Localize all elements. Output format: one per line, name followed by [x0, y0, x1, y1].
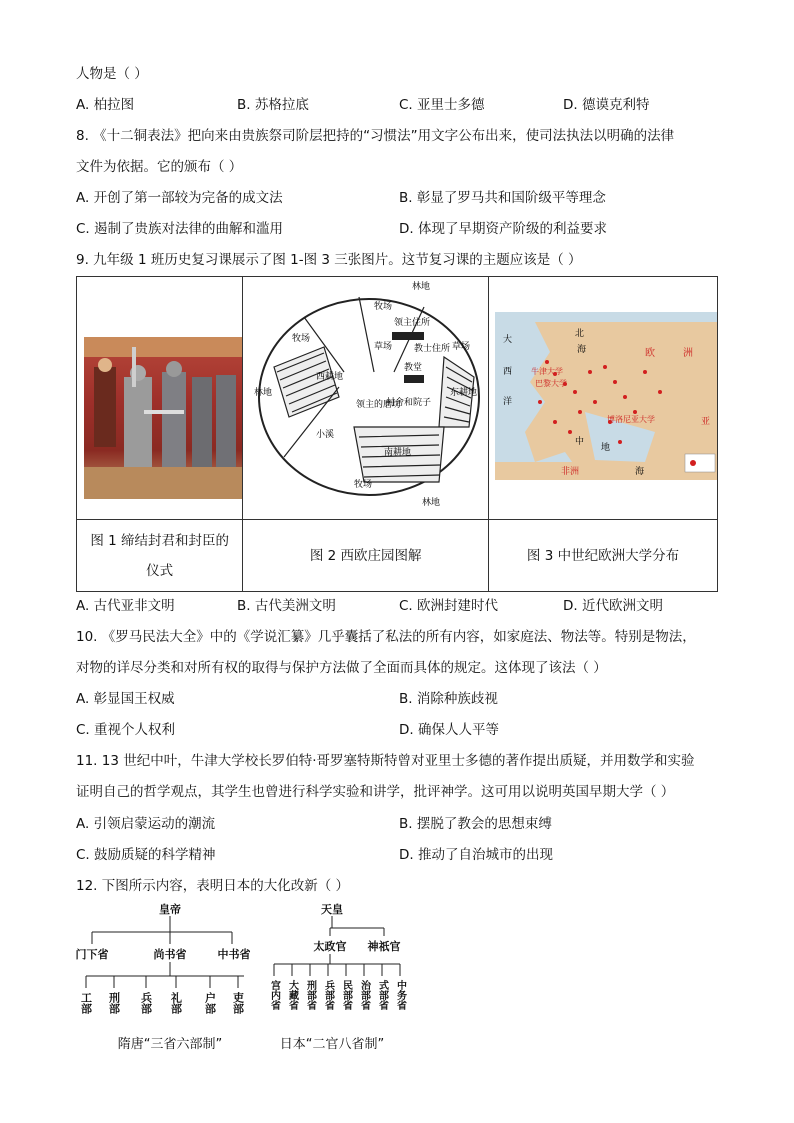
q8-stem-line2: 文件为依据。它的颁布（ ）	[76, 159, 243, 175]
manor-label: 小溪	[315, 430, 334, 440]
manor-label: 牧场	[373, 302, 392, 312]
q9-option-b[interactable]: B. 古代美洲文明	[237, 598, 336, 614]
manor-label: 草场	[451, 342, 470, 352]
q11-option-a[interactable]: A. 引领启蒙运动的潮流	[76, 816, 216, 832]
q10-option-a[interactable]: A. 彰显国王权威	[76, 691, 175, 707]
japan-mid: 太政官	[313, 940, 347, 953]
q9-image-table	[76, 276, 718, 592]
china-mid: 尚书省	[153, 948, 187, 961]
china-ministry: 兵部	[139, 992, 153, 1014]
china-org-chart	[76, 900, 256, 1060]
manor-label: 林地	[253, 388, 272, 398]
q10-option-b[interactable]: B. 消除种族歧视	[399, 691, 498, 707]
china-ministry: 工部	[79, 992, 93, 1014]
manor-label: 村舍和院子	[385, 398, 431, 408]
map-label: 北	[574, 329, 584, 339]
map-label: 欧	[644, 348, 655, 359]
map-label: 非洲	[560, 467, 579, 477]
japan-mid: 神祇官	[367, 940, 401, 953]
china-ministry: 户部	[203, 992, 217, 1014]
map-label: 海	[576, 345, 586, 355]
map-label: 巴黎大学	[534, 379, 567, 388]
q11-stem-line1: 11. 13 世纪中叶，牛津大学校长罗伯特·哥罗塞特斯特曾对亚里士多德的著作提出质疑，并用数学和实验	[76, 753, 695, 769]
japan-ministry: 民部省	[340, 980, 352, 1010]
map-label: 洋	[502, 397, 512, 407]
manor-label: 牧场	[291, 334, 310, 344]
china-mid: 中书省	[217, 948, 251, 961]
manor-label: 林地	[421, 498, 440, 508]
q9-option-c[interactable]: C. 欧洲封建时代	[399, 598, 499, 614]
japan-ministry: 刑部省	[304, 980, 316, 1010]
q10-option-c[interactable]: C. 重视个人权利	[76, 722, 176, 738]
map-label: 西	[502, 367, 512, 377]
figure3-cell	[488, 277, 717, 520]
q8-option-a[interactable]: A. 开创了第一部较为完备的成文法	[76, 190, 283, 206]
map-label: 亚	[700, 417, 710, 427]
map-label: 地	[600, 443, 610, 453]
q7-option-b[interactable]: B. 苏格拉底	[237, 97, 309, 113]
map-label: 海	[634, 467, 644, 477]
q12-stem: 12. 下图所示内容，表明日本的大化改新（ ）	[76, 878, 350, 894]
map-label: 牛津大学	[530, 367, 563, 376]
q7-option-a[interactable]: A. 柏拉图	[76, 97, 135, 113]
japan-ministry: 式部省	[376, 980, 388, 1010]
japan-ministry: 中务省	[394, 980, 406, 1010]
figure1-caption-cell	[77, 520, 243, 592]
map-label: 博洛尼亚大学	[606, 415, 655, 424]
q11-stem-line2: 证明自己的哲学观点，其学生也曾进行科学实验和讲学，批评神学。这可用以说明英国早期大学（ ）	[76, 784, 675, 800]
manor-label: 草场	[373, 342, 392, 352]
manor-label: 教士住所	[413, 344, 450, 354]
q9-stem: 9. 九年级 1 班历史复习课展示了图 1-图 3 三张图片。这节复习课的主题应该是（ ）	[76, 252, 582, 268]
q11-option-b[interactable]: B. 摆脱了教会的思想束缚	[399, 816, 552, 832]
q7-stem-tail: 人物是（ ）	[76, 66, 148, 82]
japan-ministry: 大藏省	[286, 980, 298, 1010]
university-map	[495, 312, 717, 480]
map-label: 洲	[682, 348, 693, 359]
japan-ministry: 治部省	[358, 980, 370, 1010]
q9-option-a[interactable]: A. 古代亚非文明	[76, 598, 175, 614]
manor-label: 南耕地	[383, 448, 411, 458]
japan-top: 天皇	[321, 903, 343, 916]
q8-option-d[interactable]: D. 体现了早期资产阶级的利益要求	[399, 221, 607, 237]
q10-option-d[interactable]: D. 确保人人平等	[399, 722, 499, 738]
q8-option-b[interactable]: B. 彰显了罗马共和国阶级平等理念	[399, 190, 606, 206]
q10-stem-line1: 10. 《罗马民法大全》中的《学说汇纂》几乎囊括了私法的所有内容，如家庭法、物法等。特别是物法，	[76, 629, 696, 645]
figure1-caption-line2: 仪式	[146, 562, 174, 579]
china-top: 皇帝	[159, 903, 181, 916]
figure1-cell	[77, 277, 243, 520]
q9-option-d[interactable]: D. 近代欧洲文明	[563, 598, 663, 614]
manor-label: 领主的磨坊	[355, 400, 401, 410]
figure2-cell	[243, 277, 489, 520]
q7-option-c[interactable]: C. 亚里士多德	[399, 97, 485, 113]
manor-diagram	[244, 277, 488, 515]
china-caption: 隋唐“三省六部制”	[117, 1037, 223, 1052]
homage-ceremony-painting	[84, 337, 242, 499]
figure2-caption: 图 2 西欧庄园图解	[243, 520, 489, 592]
manor-label: 东耕地	[449, 388, 477, 398]
china-ministry: 吏部	[231, 992, 245, 1014]
china-ministry: 礼部	[169, 992, 183, 1014]
manor-label: 林地	[411, 282, 430, 292]
japan-org-chart	[262, 900, 422, 1060]
japan-caption: 日本“二官八省制”	[279, 1037, 385, 1052]
q11-option-c[interactable]: C. 鼓励质疑的科学精神	[76, 847, 216, 863]
q10-stem-line2: 对物的详尽分类和对所有权的取得与保护方法做了全面而具体的规定。这体现了该法（ ）	[76, 660, 607, 676]
figure3-caption: 图 3 中世纪欧洲大学分布	[488, 520, 717, 592]
map-label: 中	[574, 437, 584, 447]
q7-option-d[interactable]: D. 德谟克利特	[563, 97, 650, 113]
figure1-caption: 图 1 缔结封君和封臣的	[90, 532, 229, 549]
map-label: 大	[502, 335, 512, 345]
china-mid: 门下省	[76, 948, 109, 961]
manor-label: 教堂	[403, 363, 422, 373]
manor-label: 领主住所	[393, 318, 430, 328]
q8-option-c[interactable]: C. 遏制了贵族对法律的曲解和滥用	[76, 221, 284, 237]
japan-ministry: 宫内省	[268, 980, 280, 1010]
manor-label: 西耕地	[315, 372, 343, 382]
q8-stem-line1: 8. 《十二铜表法》把向来由贵族祭司阶层把持的“习惯法”用文字公布出来，使司法执法以明确的法律	[76, 128, 675, 144]
q11-option-d[interactable]: D. 推动了自治城市的出现	[399, 847, 553, 863]
manor-label: 牧场	[353, 480, 372, 490]
japan-ministry: 兵部省	[322, 980, 334, 1010]
china-ministry: 刑部	[107, 992, 121, 1014]
